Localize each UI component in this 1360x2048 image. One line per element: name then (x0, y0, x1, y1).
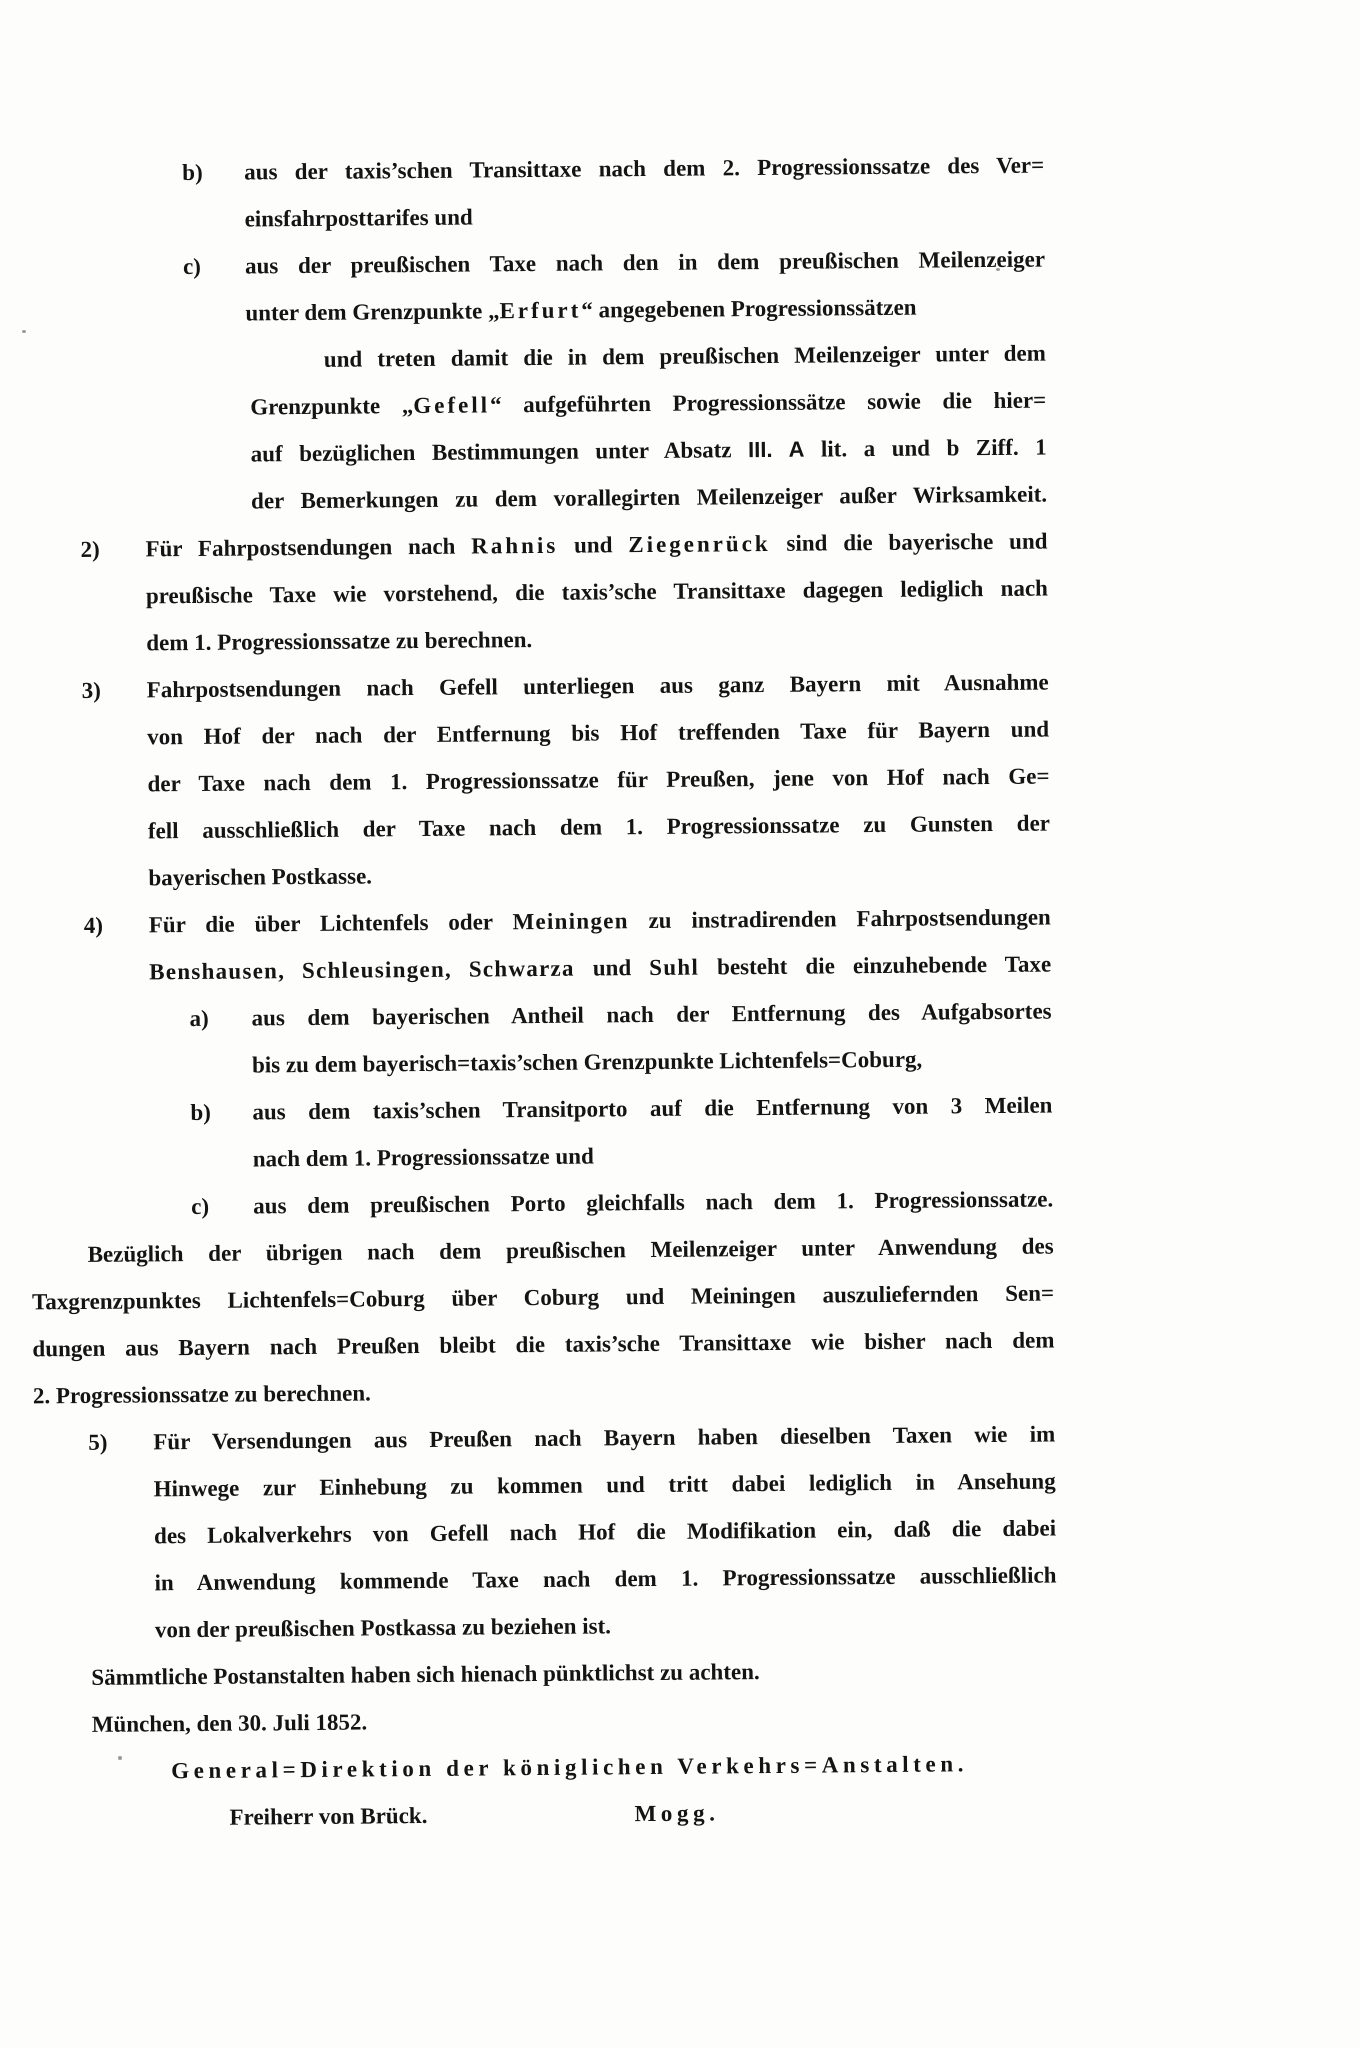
text-segment: Schwarza (468, 955, 575, 982)
text-segment: dungen aus Bayern nach Preußen bleibt die taxis’sche Transittaxe wie bisher nach dem (32, 1327, 1055, 1362)
text-segment: Ziegenrück (628, 530, 771, 558)
text-segment: Bezüglich der übrigen nach dem preußischen Meilenzeiger unter Anwendung des (87, 1233, 1054, 1267)
text-segment: einsfahrposttarifes und (244, 204, 473, 232)
text-segment: aus der preußischen Taxe nach den in dem preußischen Meilenzeiger (244, 246, 1046, 279)
text-segment: Sämmtliche Postanstalten haben sich hienach pünktlichst zu achten. (91, 1659, 760, 1690)
text-segment: lit. a und b Ziff. 1 (804, 434, 1047, 462)
text-segment: bis zu dem bayerisch=taxis’schen Grenzpunkte Lichtenfels=Coburg, (251, 1046, 923, 1078)
text-segment: unter dem Grenzpunkte „ (245, 298, 500, 326)
text-segment: und (558, 532, 629, 558)
text-segment: in Anwendung kommende Taxe nach dem 1. Progressionssatze ausschließlich (154, 1562, 1057, 1596)
text-segment: nach dem 1. Progressionssatze und (252, 1143, 594, 1172)
list-marker: c) (182, 253, 202, 280)
text-segment: preußische Taxe wie vorstehend, die taxis’sche Transittaxe dagegen lediglich nach (145, 575, 1048, 609)
list-marker: 3) (81, 677, 102, 703)
text-segment: dem 1. Progressionssatze zu berechnen. (146, 627, 533, 656)
text-segment: München, den 30. Juli 1852. (91, 1709, 368, 1737)
text-segment: Fahrpostsendungen nach Gefell unterliegen aus ganz Bayern mit Ausnahme (146, 669, 1049, 703)
text-segment: aus dem taxis’schen Transitporto auf die Entfernung von 3 Meilen (252, 1092, 1053, 1125)
text-segment: Hinwege zur Einhebung zu kommen und tritt dabei lediglich in Ansehung (153, 1468, 1056, 1502)
text-segment: “ aufgeführten Progressionssätze sowie die hier= (489, 387, 1047, 418)
text-segment: , (444, 956, 469, 982)
text-segment: von der preußischen Postkassa zu beziehen ist. (154, 1613, 612, 1643)
text-segment: Taxgrenzpunktes Lichtenfels=Coburg über Coburg und Meiningen auszuliefernden Sen= (31, 1280, 1055, 1315)
text-segment: , (278, 958, 303, 984)
list-marker: 5) (88, 1429, 108, 1455)
text-segment: “ angegebenen Progressionssätzen (581, 294, 917, 323)
text-segment: und (574, 955, 650, 981)
text-segment: Erfurt (499, 297, 582, 324)
list-marker: 4) (83, 912, 104, 938)
list-marker: a) (189, 1005, 209, 1032)
text-segment: besteht die einzuhebende Taxe (698, 951, 1052, 980)
text-segment: III. A (747, 436, 805, 463)
text-segment: von Hof der nach der Entfernung bis Hof treffenden Taxe für Bayern und (147, 716, 1050, 750)
list-marker: b) (190, 1099, 211, 1126)
text-segment: zu instradirenden Fahrpostsendungen (628, 904, 1051, 934)
text-line (36, 1786, 1058, 1842)
text-segment: Benshausen (149, 958, 279, 985)
signature-left: Freiherr von Brück. (229, 1802, 428, 1830)
list-marker: 2) (80, 536, 100, 562)
text-segment: der Taxe nach dem 1. Progressionssatze für Preußen, jene von Hof nach Ge= (147, 763, 1050, 797)
text-segment: aus dem preußischen Porto gleichfalls nach dem 1. Progressionssatze. (253, 1186, 1054, 1219)
text-segment: Schleusingen (301, 956, 446, 984)
text-segment: der Bemerkungen zu dem vorallegirten Meilenzeiger außer Wirksamkeit. (250, 481, 1048, 514)
text-segment: aus der taxis’schen Transittaxe nach dem 2. Progressionssatze des Ver= (244, 152, 1045, 185)
text-segment: Meiningen (512, 908, 629, 935)
text-block (22, 142, 1059, 1843)
text-segment: Rahnis (471, 532, 559, 559)
list-marker: c) (191, 1193, 210, 1220)
text-segment: Gefell (413, 392, 491, 419)
list-marker: b) (182, 159, 203, 186)
text-segment: Grenzpunkte „ (250, 393, 414, 420)
text-segment: bayerischen Postkasse. (148, 863, 373, 891)
text-segment: Suhl (649, 954, 700, 981)
text-segment: aus dem bayerischen Antheil nach der Entfernung des Aufgabsortes (251, 998, 1052, 1031)
text-segment: Für Fahrpostsendungen nach (145, 533, 472, 562)
signature-right: Mogg. (634, 1800, 720, 1827)
text-segment: auf bezüglichen Bestimmungen unter Absatz (250, 437, 749, 467)
text-segment: 2. Progressionssatze zu berechnen. (32, 1380, 371, 1409)
text-segment: fell ausschließlich der Taxe nach dem 1. Progressionssatze zu Gunsten der (147, 810, 1051, 844)
text-segment: des Lokalverkehrs von Gefell nach Hof die Modifikation ein, daß die dabei (154, 1515, 1057, 1549)
text-segment: General=Direktion der königlichen Verkehrs=Anstalten. (171, 1751, 969, 1784)
text-segment: Für die über Lichtenfels oder (148, 909, 513, 938)
text-segment: sind die bayerische und (770, 528, 1048, 556)
text-segment: und treten damit die in dem preußischen Meilenzeiger unter dem (323, 340, 1046, 372)
text-segment: Für Versendungen aus Preußen nach Bayern haben dieselben Taxen wie im (153, 1421, 1056, 1455)
